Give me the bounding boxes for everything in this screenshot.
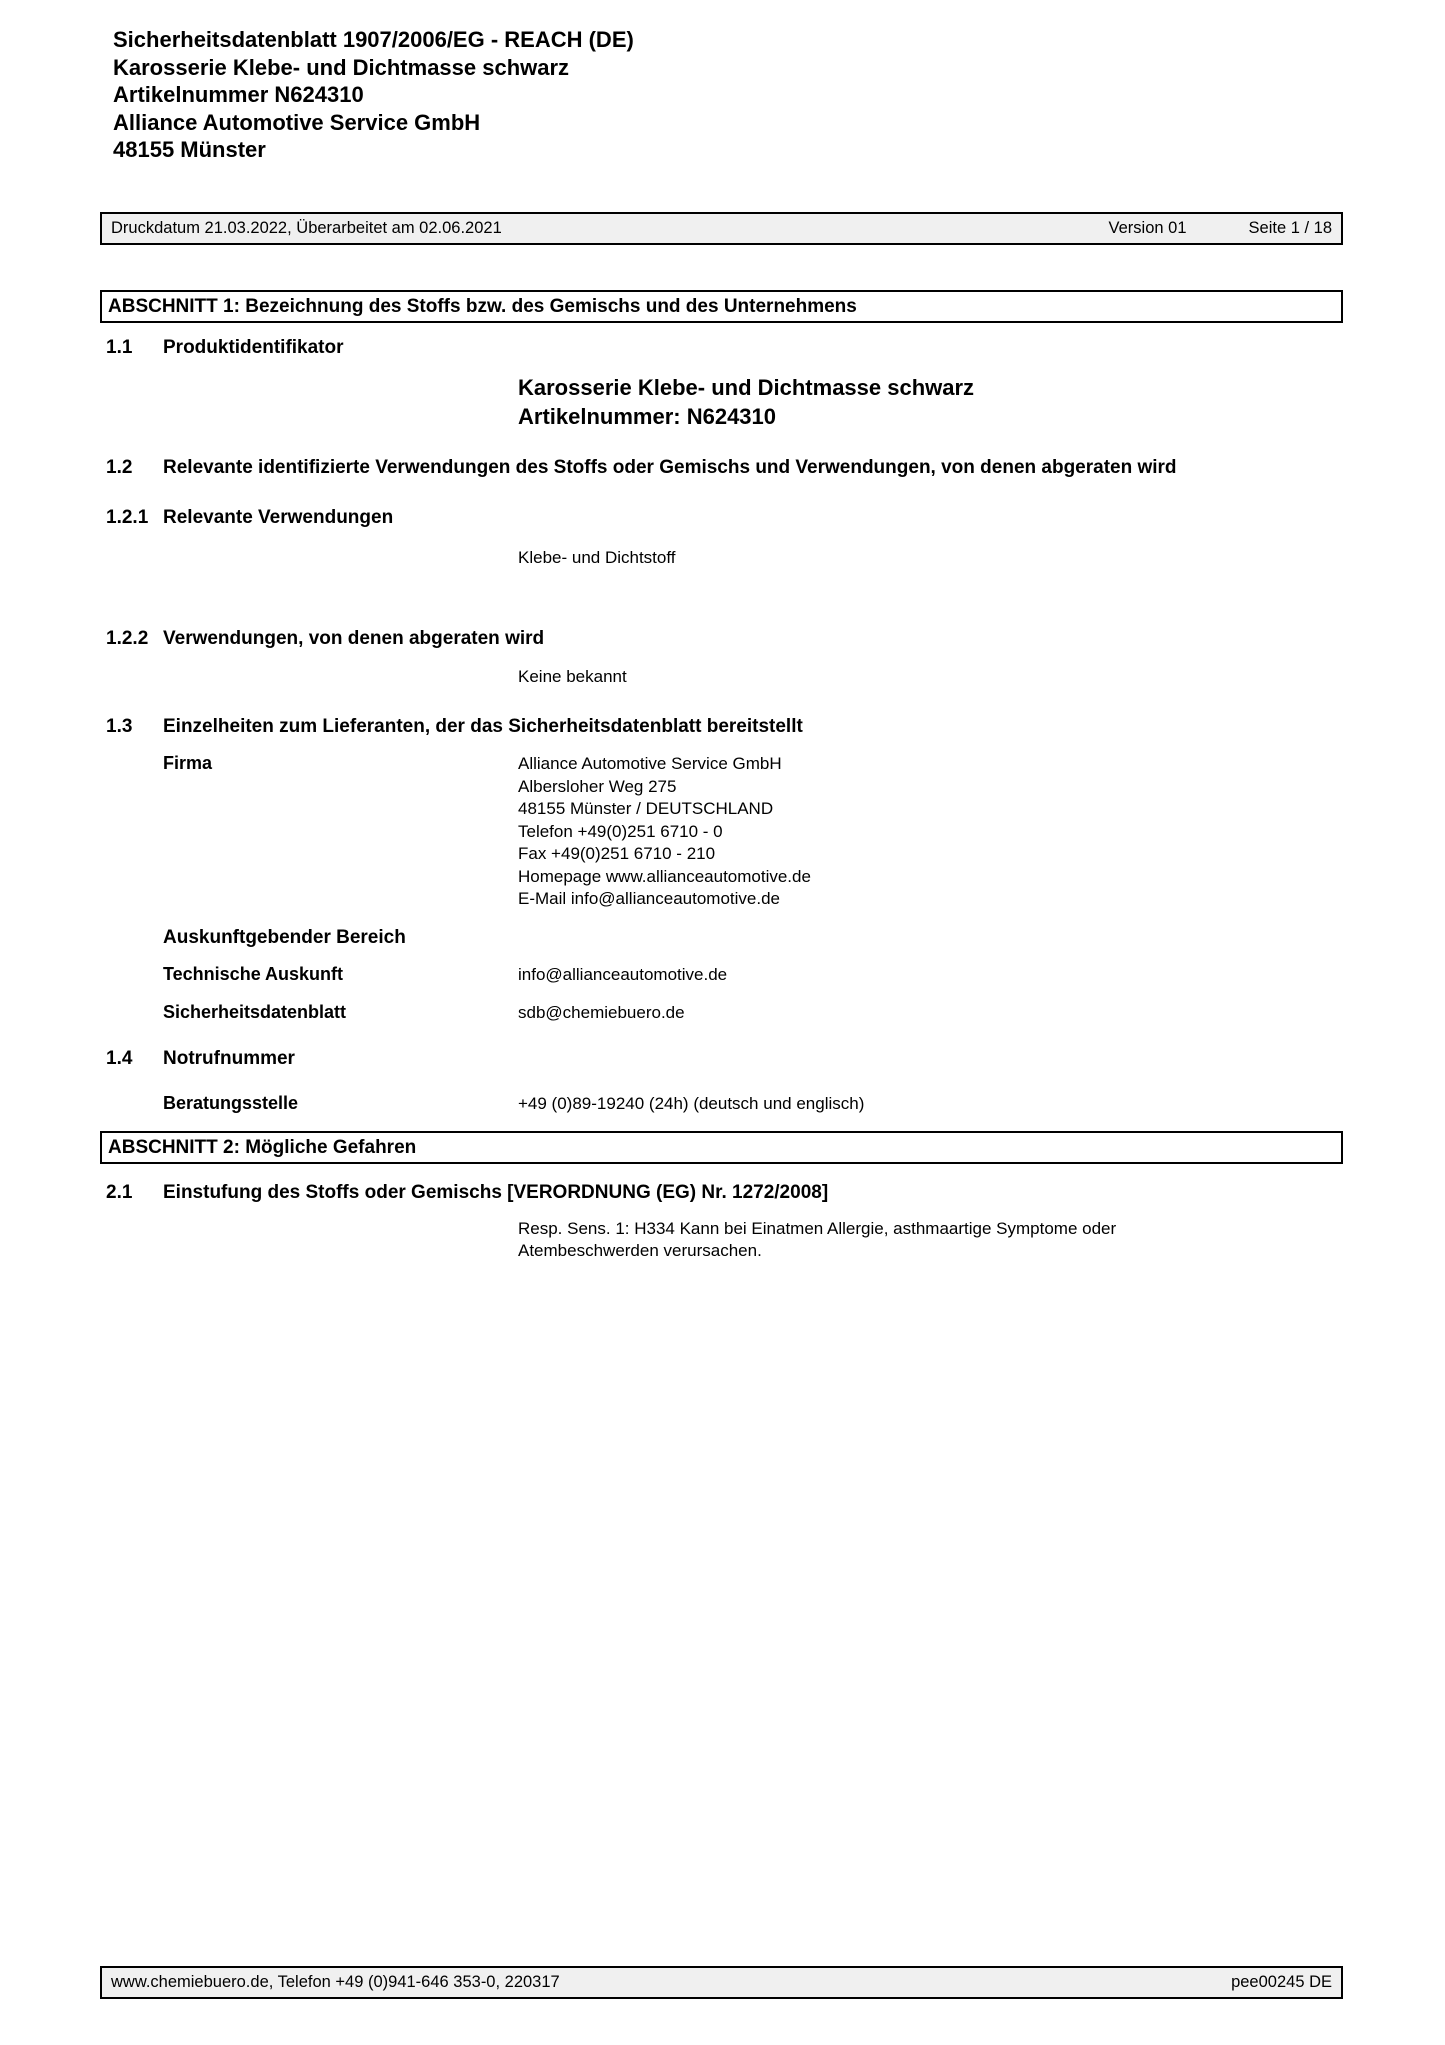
footer-bar [100,1966,1343,1999]
product-identifier-value [518,373,974,431]
document-title-block [113,26,634,164]
heading-1-3-title: Einzelheiten zum Lieferanten, der das Sicherheitsdatenblatt bereitstellt [163,716,803,737]
footer-left-text: www.chemiebuero.de, Telefon +49 (0)941-646 353-0, 220317 [111,1973,560,1991]
classification-text-line: Atembeschwerden verursachen. [518,1241,762,1260]
firma-address-line: Fax +49(0)251 6710 - 210 [518,844,716,863]
firma-address-line: Albersloher Weg 275 [518,776,677,796]
info-bar [100,212,1343,245]
document-title-line: 48155 Münster [113,137,266,162]
firma-address-block [518,753,811,911]
page-number-text: Seite 1 / 18 [1248,219,1332,237]
firma-label: Firma [163,753,213,773]
document-title-line: Artikelnummer N624310 [113,82,364,107]
heading-1-1-number: 1.1 [106,337,133,358]
relevant-uses-value: Klebe- und Dichtstoff [518,548,676,567]
print-date-text: Druckdatum 21.03.2022, Überarbeitet am 02.06.2021 [111,219,502,237]
heading-1-2-title: Relevante identifizierte Verwendungen des Stoffs oder Gemischs und Verwendungen, von denen abgeraten wird [163,457,1177,478]
heading-2-1-title: Einstufung des Stoffs oder Gemischs [VERORDNUNG (EG) Nr. 1272/2008] [163,1182,829,1203]
heading-2-1-number: 2.1 [106,1182,133,1203]
advised-against-value: Keine bekannt [518,667,627,686]
heading-1-1-title: Produktidentifikator [163,337,344,358]
heading-1-4-title: Notrufnummer [163,1048,295,1069]
version-text: Version 01 [1108,219,1187,237]
heading-1-2-1-title: Relevante Verwendungen [163,507,394,528]
firma-address-line: Telefon +49(0)251 6710 - 0 [518,821,723,841]
document-title-line: Sicherheitsdatenblatt 1907/2006/EG - REACH (DE) [113,27,634,52]
heading-1-2-2-number: 1.2.2 [106,628,149,649]
sicherheitsdatenblatt-value: sdb@chemiebuero.de [518,1003,685,1022]
beratungsstelle-value: +49 (0)89-19240 (24h) (deutsch und englisch) [518,1094,865,1113]
heading-1-2-number: 1.2 [106,457,133,478]
product-identifier-line: Artikelnummer: N624310 [518,404,777,429]
heading-1-2-2-title: Verwendungen, von denen abgeraten wird [163,628,545,649]
firma-address-line: E-Mail info@allianceautomotive.de [518,889,780,908]
footer-right-text: pee00245 DE [1231,1973,1332,1991]
section-2-header: ABSCHNITT 2: Mögliche Gefahren [100,1131,1343,1164]
firma-address-line: 48155 Münster / DEUTSCHLAND [518,799,774,818]
heading-1-4-number: 1.4 [106,1048,133,1069]
document-title-line: Karosserie Klebe- und Dichtmasse schwarz [113,54,570,80]
classification-text-line: Resp. Sens. 1: H334 Kann bei Einatmen Allergie, asthmaartige Symptome oder [518,1219,1117,1238]
product-identifier-line: Karosserie Klebe- und Dichtmasse schwarz [518,375,975,400]
technische-auskunft-value: info@allianceautomotive.de [518,965,728,984]
classification-text [518,1218,1116,1262]
beratungsstelle-label: Beratungsstelle [163,1093,299,1113]
section-1-header: ABSCHNITT 1: Bezeichnung des Stoffs bzw. des Gemischs und des Unternehmens [100,290,1343,323]
heading-1-2-1-number: 1.2.1 [106,507,149,528]
sicherheitsdatenblatt-label: Sicherheitsdatenblatt [163,1002,347,1022]
auskunft-header: Auskunftgebender Bereich [163,927,406,948]
technische-auskunft-label: Technische Auskunft [163,964,344,984]
heading-1-3-number: 1.3 [106,716,133,737]
document-title-line: Alliance Automotive Service GmbH [113,109,481,135]
firma-address-line: Homepage www.allianceautomotive.de [518,866,811,886]
firma-address-line: Alliance Automotive Service GmbH [518,754,782,773]
